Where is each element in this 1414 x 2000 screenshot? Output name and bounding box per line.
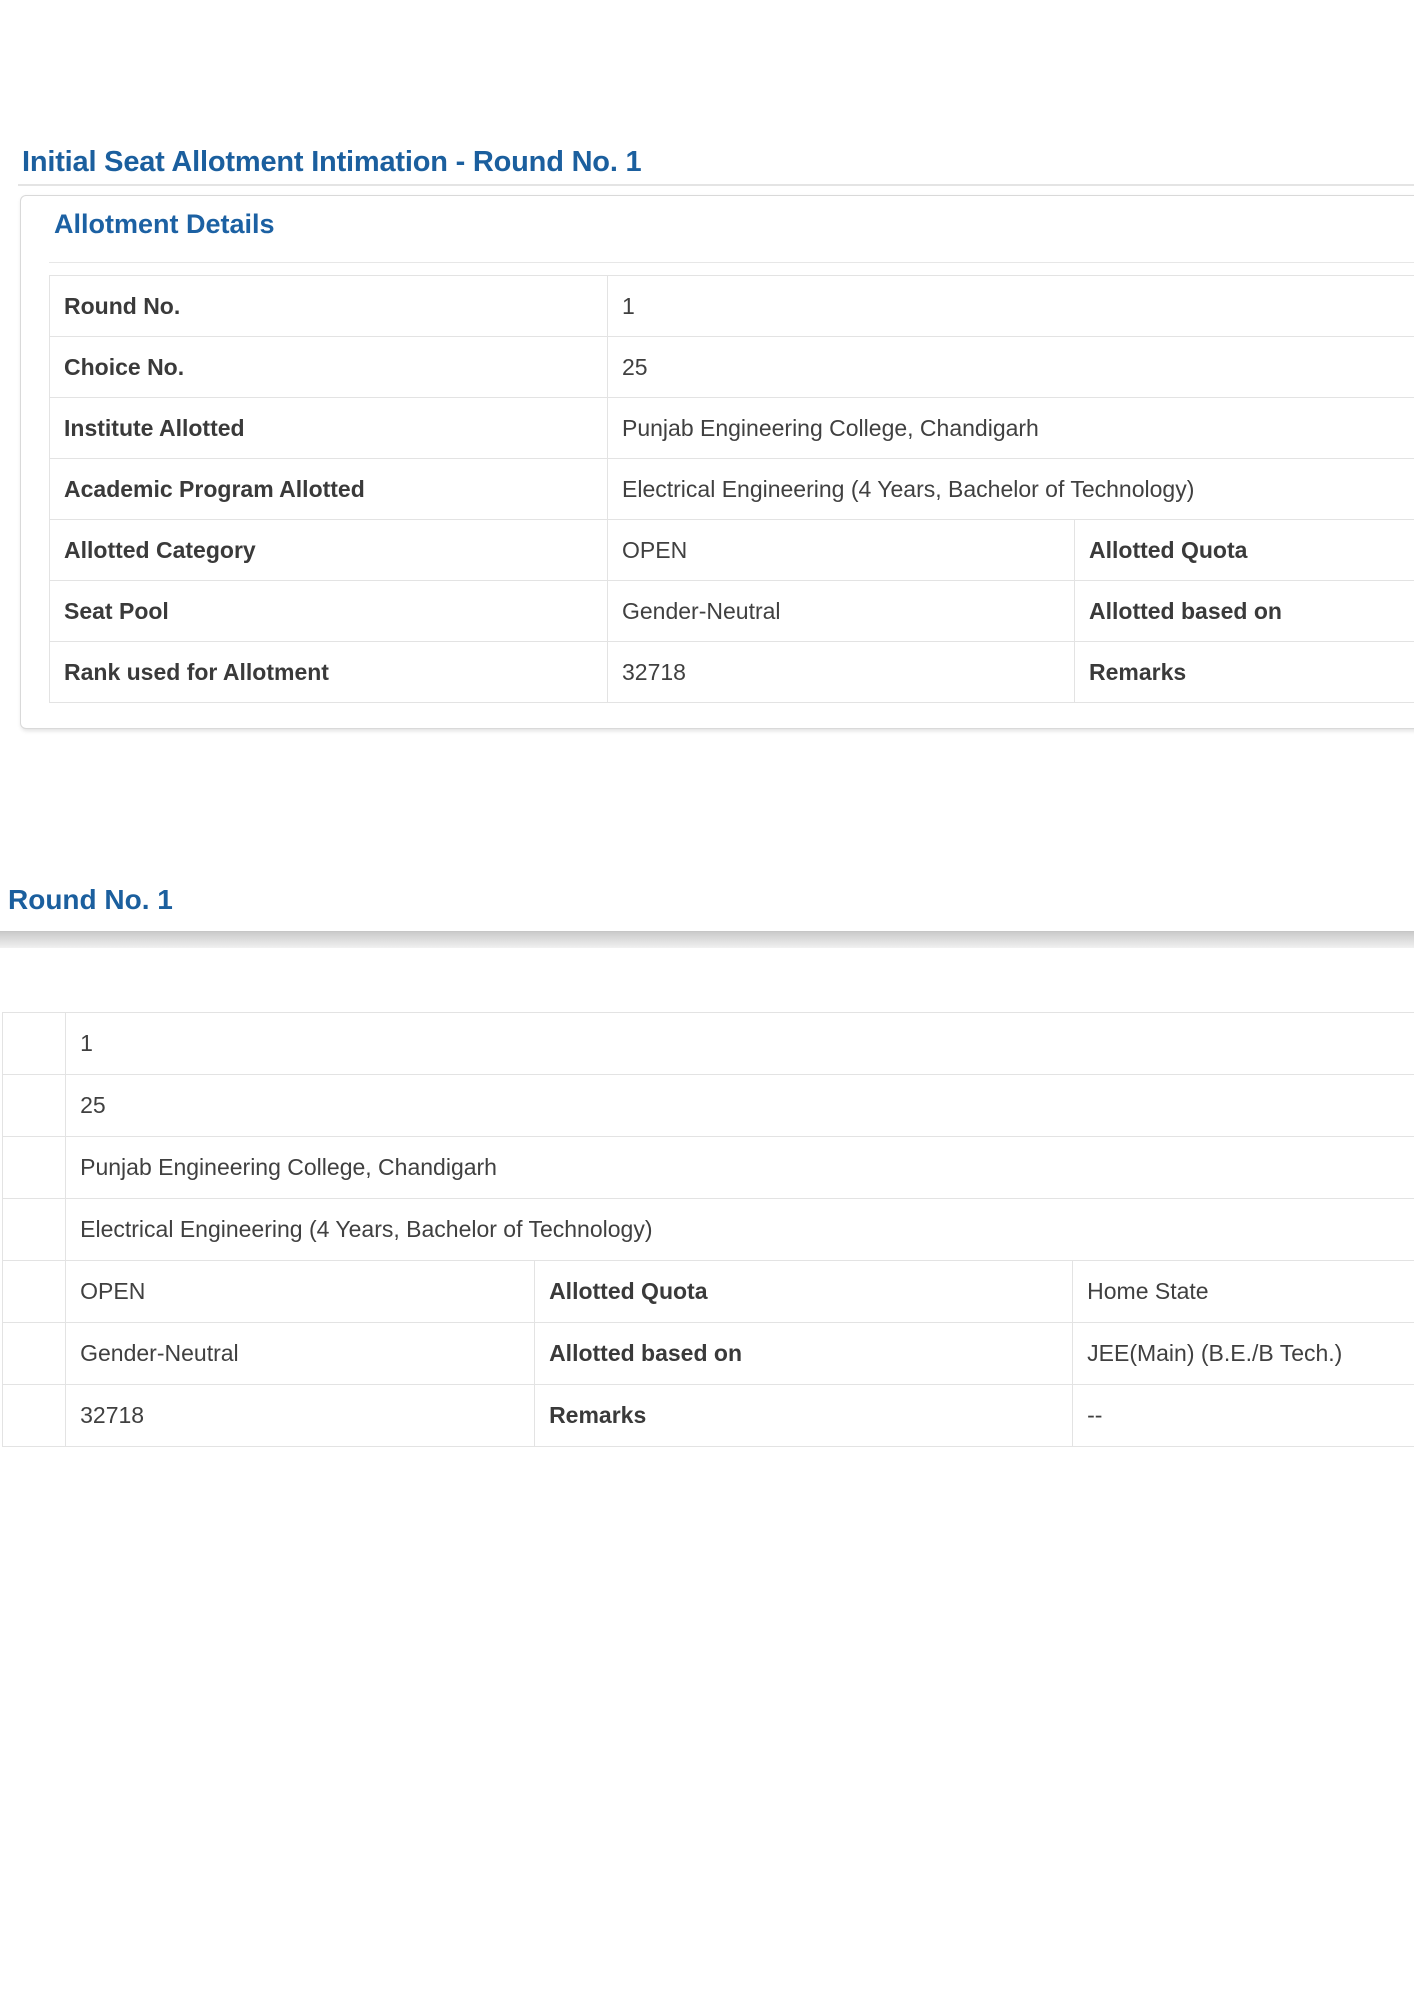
allotment-details-card bbox=[20, 195, 1414, 729]
value-cell: 1 bbox=[66, 1013, 1414, 1075]
clipped-label-cell bbox=[3, 1075, 66, 1137]
label-cell: Rank used for Allotment bbox=[50, 642, 608, 703]
clipped-label-cell bbox=[3, 1013, 66, 1075]
table-row bbox=[50, 459, 1414, 520]
table-row bbox=[50, 581, 1414, 642]
table-row bbox=[50, 398, 1414, 459]
secondary-label-cell: Remarks bbox=[1075, 642, 1414, 703]
value-cell: 25 bbox=[608, 337, 1414, 398]
table-row bbox=[3, 1137, 1414, 1199]
value-cell: Gender-Neutral bbox=[66, 1323, 535, 1385]
table-row bbox=[50, 520, 1414, 581]
round-heading: Round No. 1 bbox=[8, 884, 173, 915]
value-cell: OPEN bbox=[608, 520, 1075, 581]
value-cell: Electrical Engineering (4 Years, Bachelor of Technology) bbox=[608, 459, 1414, 520]
label-cell: Round No. bbox=[50, 276, 608, 337]
value-cell: 1 bbox=[608, 276, 1414, 337]
card-heading-divider bbox=[49, 262, 1414, 263]
secondary-label-cell: Remarks bbox=[535, 1385, 1073, 1447]
label-cell: Choice No. bbox=[50, 337, 608, 398]
table-row bbox=[50, 276, 1414, 337]
value-cell: 25 bbox=[66, 1075, 1414, 1137]
value-cell: 32718 bbox=[608, 642, 1075, 703]
round-table bbox=[2, 1012, 1414, 1447]
secondary-label-cell: Allotted Quota bbox=[1075, 520, 1414, 581]
secondary-value-cell: JEE(Main) (B.E./B Tech.) bbox=[1073, 1323, 1414, 1385]
label-cell: Allotted Category bbox=[50, 520, 608, 581]
label-cell: Institute Allotted bbox=[50, 398, 608, 459]
value-cell: Punjab Engineering College, Chandigarh bbox=[608, 398, 1414, 459]
label-cell: Seat Pool bbox=[50, 581, 608, 642]
value-cell: OPEN bbox=[66, 1261, 535, 1323]
value-cell: Gender-Neutral bbox=[608, 581, 1075, 642]
table-row bbox=[3, 1323, 1414, 1385]
title-divider bbox=[18, 184, 1414, 186]
secondary-value-cell: Home State bbox=[1073, 1261, 1414, 1323]
label-cell: Academic Program Allotted bbox=[50, 459, 608, 520]
table-row bbox=[50, 642, 1414, 703]
clipped-label-cell bbox=[3, 1261, 66, 1323]
section-gray-bar bbox=[0, 931, 1414, 948]
clipped-label-cell bbox=[3, 1385, 66, 1447]
clipped-label-cell bbox=[3, 1137, 66, 1199]
secondary-label-cell: Allotted Quota bbox=[535, 1261, 1073, 1323]
table-row bbox=[3, 1385, 1414, 1447]
table-row bbox=[3, 1199, 1414, 1261]
allotment-details-table bbox=[49, 275, 1414, 703]
clipped-label-cell bbox=[3, 1199, 66, 1261]
value-cell: Electrical Engineering (4 Years, Bachelor of Technology) bbox=[66, 1199, 1414, 1261]
value-cell: 32718 bbox=[66, 1385, 535, 1447]
table-row bbox=[3, 1075, 1414, 1137]
table-row bbox=[50, 337, 1414, 398]
secondary-value-cell: -- bbox=[1073, 1385, 1414, 1447]
table-row bbox=[3, 1013, 1414, 1075]
table-row bbox=[3, 1261, 1414, 1323]
card-heading: Allotment Details bbox=[54, 209, 275, 239]
value-cell: Punjab Engineering College, Chandigarh bbox=[66, 1137, 1414, 1199]
secondary-label-cell: Allotted based on bbox=[535, 1323, 1073, 1385]
clipped-label-cell bbox=[3, 1323, 66, 1385]
secondary-label-cell: Allotted based on bbox=[1075, 581, 1414, 642]
page-title: Initial Seat Allotment Intimation - Round No. 1 bbox=[22, 146, 642, 178]
round-table-viewport bbox=[0, 1012, 1414, 1449]
